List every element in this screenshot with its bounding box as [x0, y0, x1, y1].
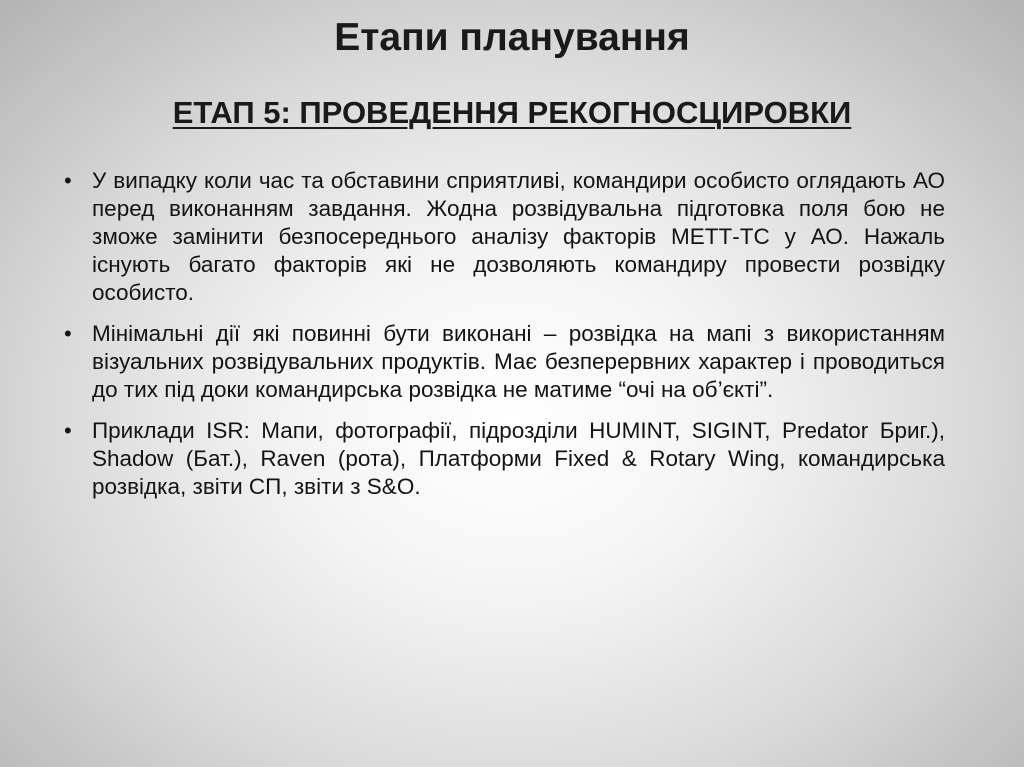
bullet-item — [64, 417, 945, 501]
bullet-icon: • — [64, 168, 72, 193]
bullet-icon: • — [64, 321, 72, 346]
slide-title: Етапи планування — [334, 16, 690, 59]
slide-subtitle: ЕТАП 5: ПРОВЕДЕННЯ РЕКОГНОСЦИРОВКИ — [172, 95, 852, 130]
bullet-text: Мінімальні дії які повинні бути виконані – розвідка на мапі з використанням візуальних розвідувальних продуктів. Має безперервних характер і проводиться до тих під доки командирська розвідка не матиме “очі на об’єкті”. — [92, 321, 945, 402]
bullet-icon: • — [64, 418, 72, 443]
bullet-item — [64, 167, 945, 307]
bullet-list — [64, 167, 945, 514]
bullet-item — [64, 320, 945, 404]
bullet-text: У випадку коли час та обставини сприятливі, командири особисто оглядають АО перед виконанням завдання. Жодна розвідувальна підготовка поля бою не зможе замінити безпосереднього аналізу факторів МЕТТ-ТС у АО. Нажаль існують багато факторів які не дозволяють командиру провести розвідку особисто. — [92, 168, 945, 305]
bullet-text: Приклади ISR: Мапи, фотографії, підрозділи HUMINT, SIGINT, Predator Бриг.), Shadow (Бат.), Raven (рота), Платформи Fixed & Rotary Wing, командирська розвідка, звіти СП, звіти з S&O. — [92, 418, 945, 499]
